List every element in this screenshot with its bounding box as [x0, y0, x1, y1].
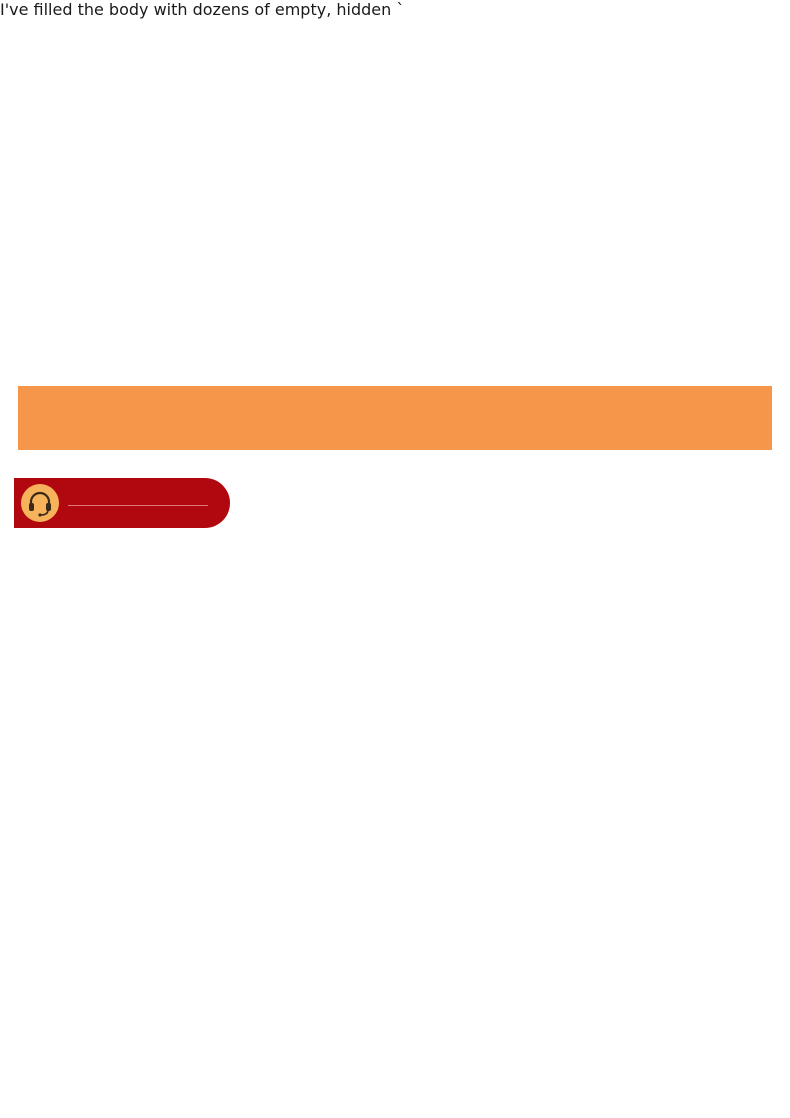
service-tickets — [18, 654, 778, 678]
service-items-badge — [14, 478, 230, 528]
service-meals — [18, 558, 778, 582]
service-guide — [18, 702, 778, 726]
headset-icon — [21, 484, 59, 522]
service-children — [18, 798, 778, 822]
special-notice-bar — [18, 386, 772, 450]
service-lodging — [18, 606, 778, 630]
service-traffic — [18, 534, 778, 558]
service-insurance — [18, 726, 778, 750]
divider — [68, 505, 208, 506]
